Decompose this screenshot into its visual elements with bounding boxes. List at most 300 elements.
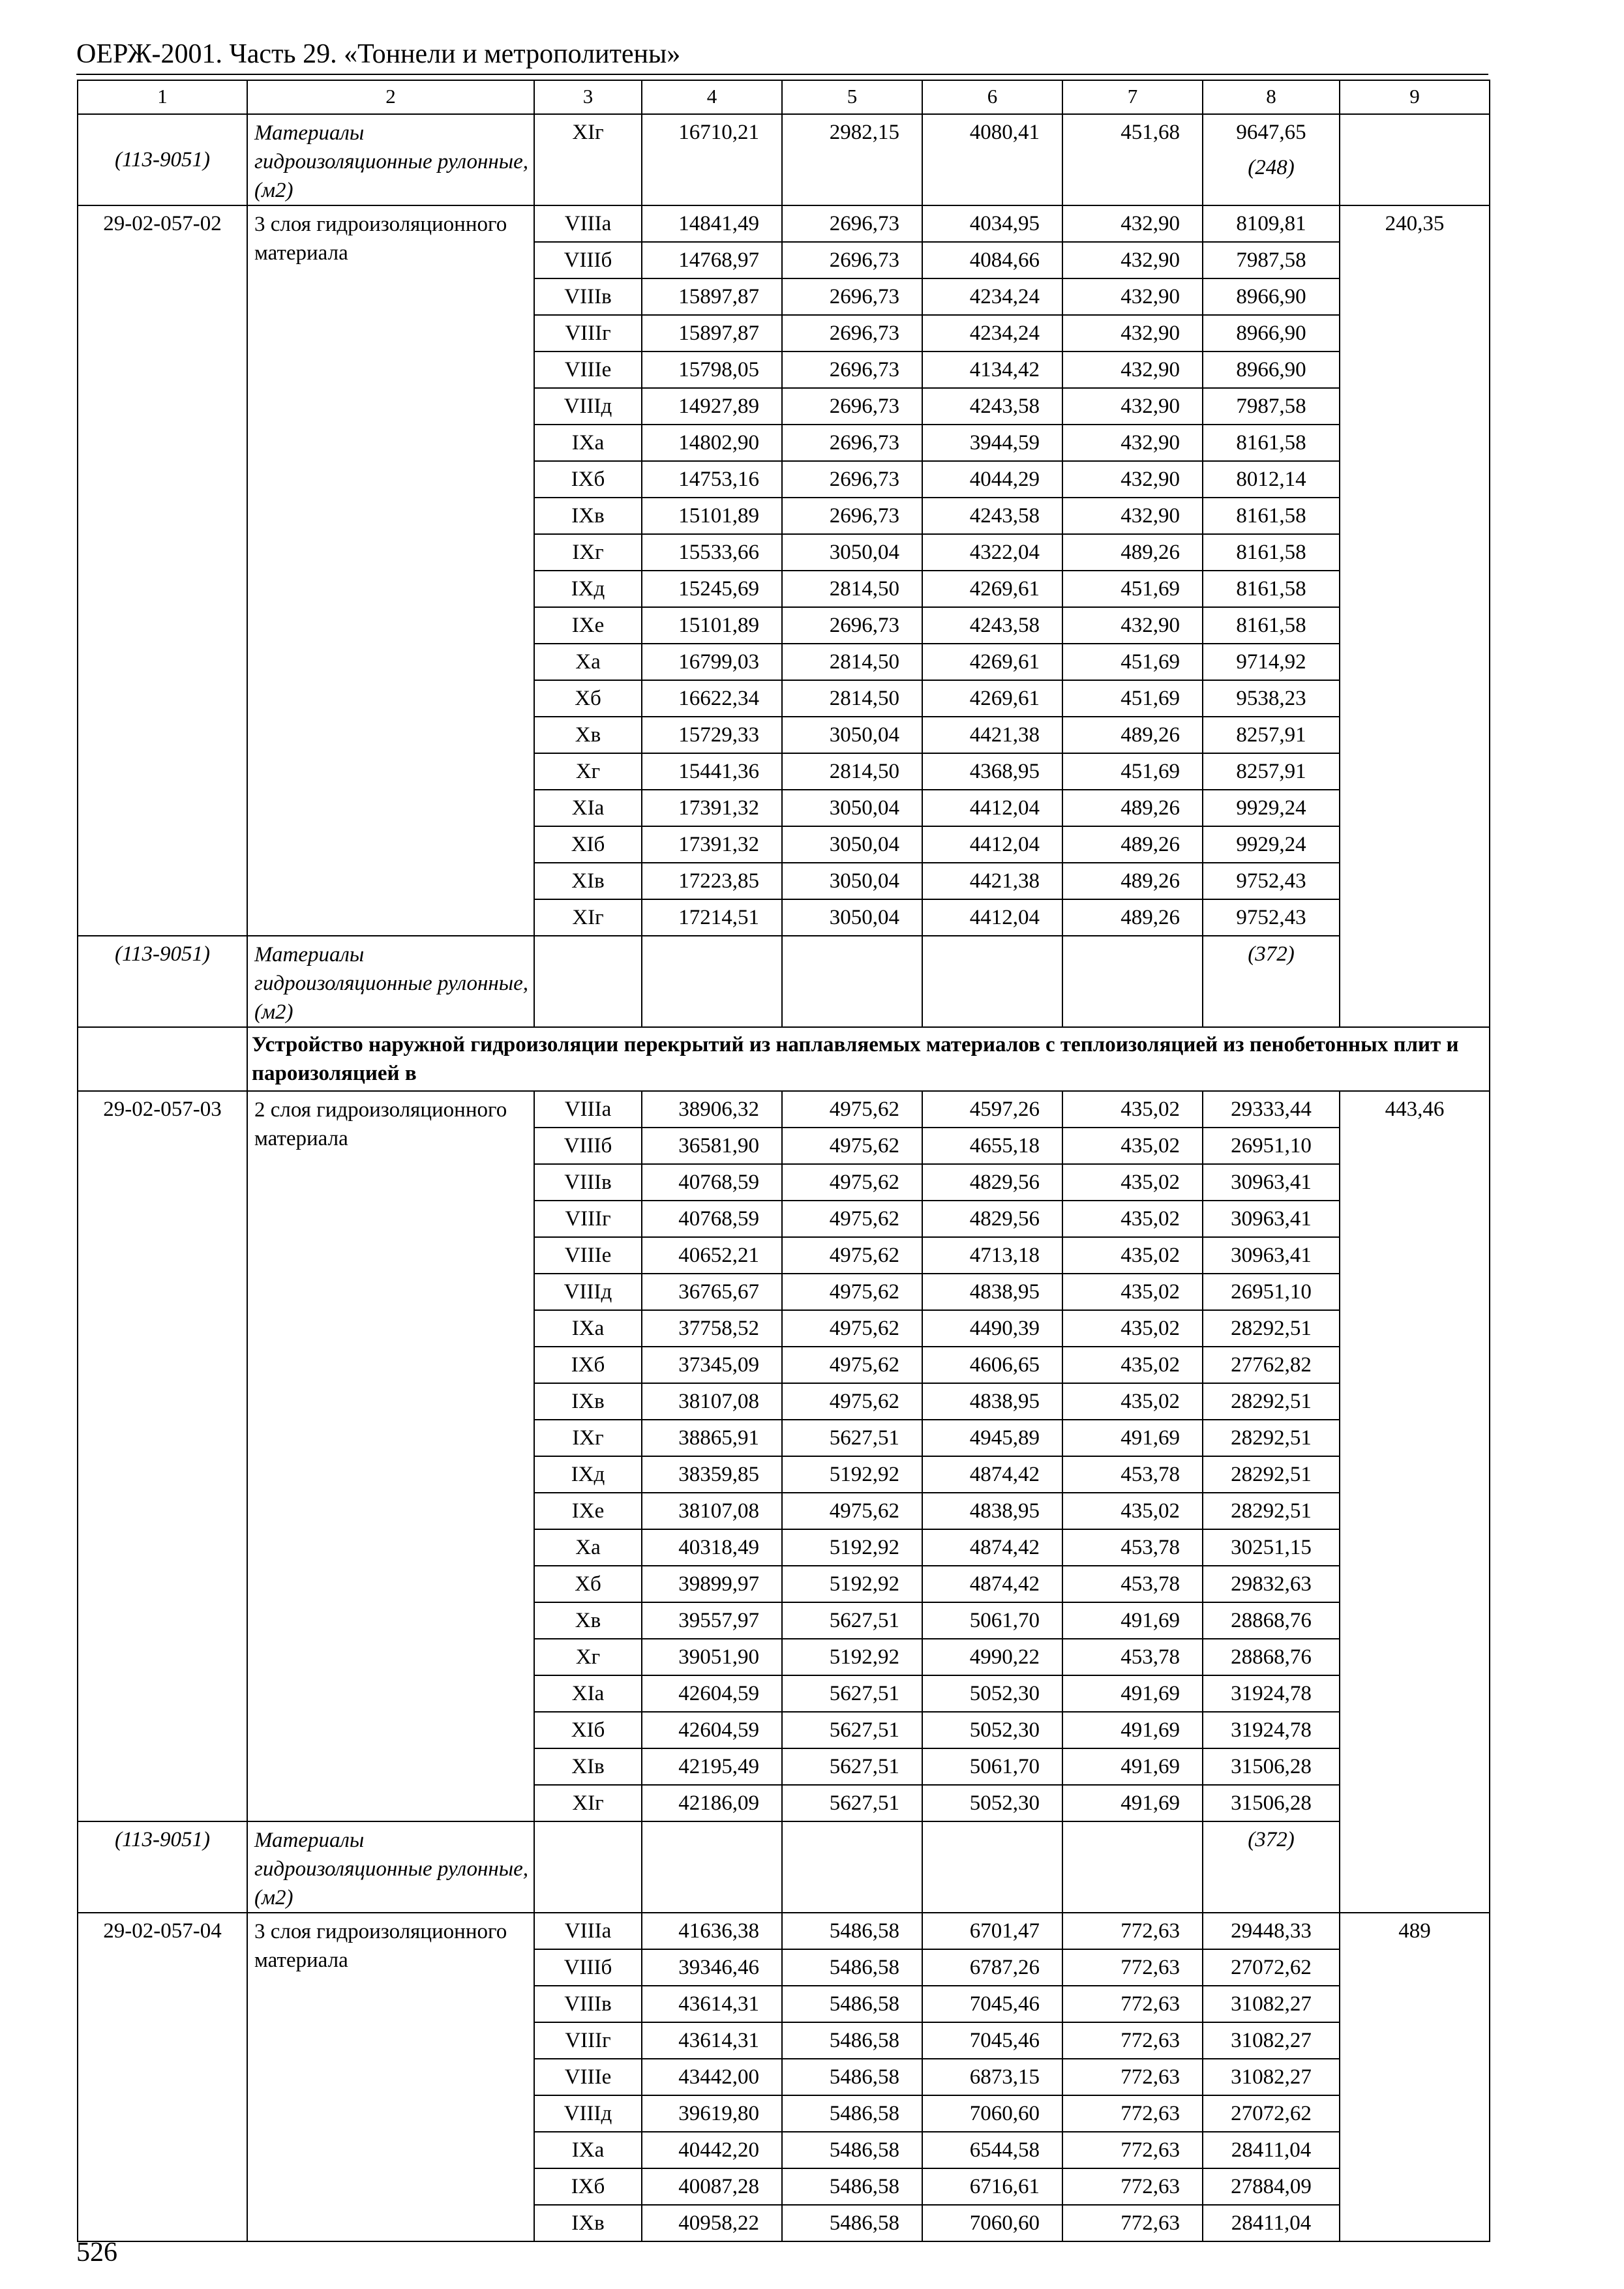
value-cell: 491,69 [1062,1420,1203,1456]
value-cell: 5627,51 [782,1748,922,1785]
value-cell: 432,90 [1062,388,1203,425]
value-cell: 491,69 [1062,1602,1203,1639]
zone-cell: Xб [534,680,642,717]
value-cell: 772,63 [1062,2168,1203,2205]
value-cell: 5486,58 [782,2059,922,2095]
value-cell: 30963,41 [1203,1201,1340,1237]
value-cell: 15798,05 [642,352,782,388]
value-cell: 36581,90 [642,1128,782,1164]
value-cell: 9752,43 [1203,899,1340,936]
zone-cell: IXа [534,2132,642,2168]
value-cell: 40652,21 [642,1237,782,1274]
value-cell: 15245,69 [642,571,782,607]
value-cell: 2696,73 [782,352,922,388]
value-cell: 4234,24 [922,315,1062,352]
empty-cell [922,1821,1062,1913]
zone-cell: VIIIв [534,278,642,315]
value-cell: 4412,04 [922,826,1062,863]
zone-cell: Xа [534,644,642,680]
zone-cell: IXб [534,1347,642,1383]
zone-cell: IXб [534,461,642,498]
value-cell: 6716,61 [922,2168,1062,2205]
empty-cell [642,1821,782,1913]
value-cell: 3050,04 [782,826,922,863]
value-cell: 28868,76 [1203,1602,1340,1639]
value-cell: 451,69 [1062,680,1203,717]
material-row [78,936,1490,1027]
value-cell: 4975,62 [782,1128,922,1164]
value-cell: 8161,58 [1203,534,1340,571]
value-cell: 39557,97 [642,1602,782,1639]
value-cell: 7060,60 [922,2205,1062,2241]
empty-cell [922,936,1062,1027]
value-cell: 432,90 [1062,352,1203,388]
value-cell: 28292,51 [1203,1493,1340,1529]
section-row [78,1027,1490,1091]
material-amount: (372) [1203,1821,1340,1913]
value-cell: 5486,58 [782,2132,922,2168]
value-cell: 8161,58 [1203,425,1340,461]
value-cell: 30251,15 [1203,1529,1340,1566]
value-cell: 16622,34 [642,680,782,717]
value-cell: 31506,28 [1203,1748,1340,1785]
value-cell: 451,68 [1062,114,1203,205]
value-cell: 15897,87 [642,315,782,352]
column-number: 8 [1203,80,1340,114]
value-cell: 4421,38 [922,863,1062,899]
value-cell: 432,90 [1062,498,1203,534]
value-cell: 9714,92 [1203,644,1340,680]
column-number: 9 [1340,80,1490,114]
value-cell: 451,69 [1062,644,1203,680]
value-cell: 40318,49 [642,1529,782,1566]
zone-cell: VIIIд [534,1274,642,1310]
value-cell: 30963,41 [1203,1237,1340,1274]
value-cell: 7045,46 [922,1986,1062,2022]
value-cell: 8966,90 [1203,315,1340,352]
value-cell: 435,02 [1062,1128,1203,1164]
value-cell: 491,69 [1062,1748,1203,1785]
item-name: 3 слоя гидроизоляционного материала [247,1913,534,2241]
value-cell: 4655,18 [922,1128,1062,1164]
zone-cell: XIб [534,1712,642,1748]
zone-cell: XIб [534,826,642,863]
material-amount: (248) [1248,156,1295,179]
value-cell: 4269,61 [922,680,1062,717]
table-row [78,205,1490,242]
value-cell: 489,26 [1062,717,1203,753]
value-cell: 5627,51 [782,1785,922,1821]
zone-cell: IXв [534,498,642,534]
value-cell: 2696,73 [782,498,922,534]
zone-cell: IXе [534,607,642,644]
value-cell: 8161,58 [1203,571,1340,607]
value-cell: 27884,09 [1203,2168,1340,2205]
value-cell: 5486,58 [782,2022,922,2059]
empty-cell [78,1027,247,1091]
value-cell: 8109,81 [1203,205,1340,242]
value-cell: 5627,51 [782,1602,922,1639]
value-cell: 31924,78 [1203,1712,1340,1748]
value-cell: 5192,92 [782,1529,922,1566]
value-cell: 4829,56 [922,1164,1062,1201]
material-name: Материалы гидроизоляционные рулонные, (м2) [247,936,534,1027]
value-cell: 2696,73 [782,205,922,242]
value-cell: 5486,58 [782,1949,922,1986]
value-cell: 4975,62 [782,1347,922,1383]
value-cell: 4874,42 [922,1529,1062,1566]
value-cell: 15101,89 [642,498,782,534]
empty-cell [534,1821,642,1913]
value-cell: 4322,04 [922,534,1062,571]
value-cell: 31924,78 [1203,1675,1340,1712]
value-cell: 5052,30 [922,1675,1062,1712]
item-total [1340,114,1490,205]
value-cell: 4874,42 [922,1566,1062,1602]
value-cell: 3050,04 [782,899,922,936]
zone-cell: IXг [534,534,642,571]
item-total: 489 [1340,1913,1490,2241]
column-number: 3 [534,80,642,114]
value-cell: 5486,58 [782,2095,922,2132]
value-cell: 38906,32 [642,1091,782,1128]
zone-cell: XIв [534,863,642,899]
value-cell: 40958,22 [642,2205,782,2241]
material-code: (113-9051) [78,1821,247,1913]
page-number: 526 [76,2237,117,2267]
value-cell: 8257,91 [1203,717,1340,753]
value-cell: 31082,27 [1203,1986,1340,2022]
value-cell: 489,26 [1062,790,1203,826]
value-cell: 28292,51 [1203,1420,1340,1456]
zone-cell: VIIIе [534,1237,642,1274]
value-cell: 772,63 [1062,2132,1203,2168]
value-cell: 3050,04 [782,717,922,753]
value-cell: 2814,50 [782,753,922,790]
value-cell: 4084,66 [922,242,1062,278]
value-cell: 17223,85 [642,863,782,899]
value-cell: 5061,70 [922,1748,1062,1785]
value-cell: 772,63 [1062,2205,1203,2241]
zone-cell: IXв [534,1383,642,1420]
value-cell: 29832,63 [1203,1566,1340,1602]
zone-cell: VIIIг [534,1201,642,1237]
value-cell: 432,90 [1062,607,1203,644]
value-cell: 8161,58 [1203,498,1340,534]
value-cell: 38865,91 [642,1420,782,1456]
zone-cell: VIIIд [534,2095,642,2132]
zone-cell: Xг [534,753,642,790]
zone-cell: VIIIв [534,1986,642,2022]
value-cell: 772,63 [1062,1986,1203,2022]
value-cell: 15897,87 [642,278,782,315]
value-cell: 4243,58 [922,388,1062,425]
column-number: 7 [1062,80,1203,114]
value-cell: 2814,50 [782,644,922,680]
section-title: Устройство наружной гидроизоляции перекрытий из наплавляемых материалов с теплоизоляцией из пенобетонных плит и пароизоляцией в [247,1027,1490,1091]
zone-cell: XIг [534,1785,642,1821]
value-cell: 15729,33 [642,717,782,753]
value-cell: 28411,04 [1203,2205,1340,2241]
value-cell: 40087,28 [642,2168,782,2205]
zone-cell: IXб [534,2168,642,2205]
material-row [78,1821,1490,1913]
value-cell: 8012,14 [1203,461,1340,498]
value-cell: 489,26 [1062,534,1203,571]
value-cell: 435,02 [1062,1201,1203,1237]
value-cell: 5061,70 [922,1602,1062,1639]
value-cell: 2696,73 [782,607,922,644]
value-cell: 28868,76 [1203,1639,1340,1675]
column-number: 2 [247,80,534,114]
value-cell: 14927,89 [642,388,782,425]
value-cell: 16710,21 [642,114,782,205]
value-cell: 4838,95 [922,1383,1062,1420]
value-cell: 4975,62 [782,1201,922,1237]
value-cell: 435,02 [1062,1091,1203,1128]
zone-cell: VIIIе [534,2059,642,2095]
value-cell: 36765,67 [642,1274,782,1310]
value-cell: 4975,62 [782,1274,922,1310]
value-cell: 4838,95 [922,1493,1062,1529]
value-cell: 6787,26 [922,1949,1062,1986]
value-cell: 2814,50 [782,571,922,607]
value-cell: 17391,32 [642,826,782,863]
value-cell: 432,90 [1062,278,1203,315]
value-cell: 435,02 [1062,1310,1203,1347]
value-cell: 9929,24 [1203,790,1340,826]
value-cell: 2696,73 [782,315,922,352]
zone-cell: IXд [534,571,642,607]
value-cell: 8161,58 [1203,607,1340,644]
value-cell: 31082,27 [1203,2022,1340,2059]
value-cell: 4490,39 [922,1310,1062,1347]
value-cell: 772,63 [1062,2022,1203,2059]
value-cell: 31506,28 [1203,1785,1340,1821]
value-cell: 28292,51 [1203,1383,1340,1420]
value-cell: 15441,36 [642,753,782,790]
value-cell: 5192,92 [782,1566,922,1602]
material-name: Материалы гидроизоляционные рулонные, (м2) [247,114,534,205]
value-cell: 5486,58 [782,1913,922,1949]
value-cell: 37758,52 [642,1310,782,1347]
value-cell: 39051,90 [642,1639,782,1675]
zone-cell: VIIIв [534,1164,642,1201]
value-cell: 8966,90 [1203,352,1340,388]
value-cell: 491,69 [1062,1675,1203,1712]
value-cell: 39899,97 [642,1566,782,1602]
value-cell: 38107,08 [642,1383,782,1420]
column-number: 5 [782,80,922,114]
value-cell: 37345,09 [642,1347,782,1383]
value-cell: 5627,51 [782,1420,922,1456]
zone-cell: IXг [534,1420,642,1456]
item-name: 2 слоя гидроизоляционного материала [247,1091,534,1821]
value-cell: 40442,20 [642,2132,782,2168]
value-cell: 43614,31 [642,1986,782,2022]
value-cell: 489,26 [1062,899,1203,936]
value-cell: 4975,62 [782,1164,922,1201]
value-cell: 491,69 [1062,1785,1203,1821]
zone-cell: Xа [534,1529,642,1566]
zone-cell: IXа [534,425,642,461]
value-cell: 453,78 [1062,1566,1203,1602]
value-cell: 4829,56 [922,1201,1062,1237]
value-cell: 4713,18 [922,1237,1062,1274]
value-cell: 31082,27 [1203,2059,1340,2095]
value-cell: 3944,59 [922,425,1062,461]
item-total: 443,46 [1340,1091,1490,1913]
zone-cell: VIIIа [534,205,642,242]
value-cell: 5052,30 [922,1712,1062,1748]
value-cell: 5627,51 [782,1712,922,1748]
value-cell: 7987,58 [1203,388,1340,425]
value-cell: 5192,92 [782,1456,922,1493]
value-cell: 772,63 [1062,1913,1203,1949]
value-cell: 4243,58 [922,498,1062,534]
value-cell: 14802,90 [642,425,782,461]
value-cell: 16799,03 [642,644,782,680]
value-cell: 435,02 [1062,1274,1203,1310]
value-cell: 29333,44 [1203,1091,1340,1128]
value-cell: 451,69 [1062,571,1203,607]
material-code: (113-9051) [78,936,247,1027]
item-name: 3 слоя гидроизоляционного материала [247,205,534,936]
value-cell: 4597,26 [922,1091,1062,1128]
value-cell [1203,114,1340,205]
empty-cell [782,1821,922,1913]
value-cell: 43442,00 [642,2059,782,2095]
value-cell: 42604,59 [642,1712,782,1748]
zone-cell: VIIIе [534,352,642,388]
value-cell: 14768,97 [642,242,782,278]
value-cell: 3050,04 [782,790,922,826]
value-cell: 2696,73 [782,425,922,461]
value-cell: 4080,41 [922,114,1062,205]
item-code: 29-02-057-03 [78,1091,247,1821]
value-cell: 7045,46 [922,2022,1062,2059]
value-cell: 39346,46 [642,1949,782,1986]
column-number: 1 [78,80,247,114]
value-cell: 435,02 [1062,1347,1203,1383]
value-cell: 38359,85 [642,1456,782,1493]
zone-cell: XIг [534,899,642,936]
table-row [78,1091,1490,1128]
value-cell: 40768,59 [642,1164,782,1201]
value-cell: 432,90 [1062,461,1203,498]
zone-cell: VIIIб [534,1128,642,1164]
value-cell: 435,02 [1062,1383,1203,1420]
value-cell: 489,26 [1062,826,1203,863]
value-cell: 5052,30 [922,1785,1062,1821]
value-cell: 4990,22 [922,1639,1062,1675]
value-cell: 4838,95 [922,1274,1062,1310]
zone-cell: VIIIг [534,2022,642,2059]
value-cell: 435,02 [1062,1164,1203,1201]
value-cell: 489,26 [1062,863,1203,899]
value-cell: 4044,29 [922,461,1062,498]
zone-cell: IXв [534,2205,642,2241]
zone-cell: XIа [534,1675,642,1712]
value-cell: 5486,58 [782,2205,922,2241]
price-table [77,80,1490,2242]
value-cell: 6701,47 [922,1913,1062,1949]
value-cell: 14841,49 [642,205,782,242]
value-cell: 4606,65 [922,1347,1062,1383]
value-cell: 7060,60 [922,2095,1062,2132]
value-cell: 6544,58 [922,2132,1062,2168]
zone-cell: VIIIг [534,315,642,352]
page-header: ОЕРЖ-2001. Часть 29. «Тоннели и метрополитены» [76,39,681,69]
zone-cell: Xг [534,1639,642,1675]
value-cell: 41636,38 [642,1913,782,1949]
value-cell: 15101,89 [642,607,782,644]
zone-cell: IXд [534,1456,642,1493]
header-rule [76,74,1488,75]
value-cell: 26951,10 [1203,1128,1340,1164]
value-cell: 42604,59 [642,1675,782,1712]
value-cell: 28411,04 [1203,2132,1340,2168]
value-cell: 4975,62 [782,1310,922,1347]
value-cell: 6873,15 [922,2059,1062,2095]
value-cell: 432,90 [1062,425,1203,461]
empty-cell [1062,936,1203,1027]
value-cell: 9538,23 [1203,680,1340,717]
value-cell: 4234,24 [922,278,1062,315]
value-cell: 8257,91 [1203,753,1340,790]
value-cell: 9929,24 [1203,826,1340,863]
value-cell: 8966,90 [1203,278,1340,315]
value-cell: 2982,15 [782,114,922,205]
column-number: 4 [642,80,782,114]
value-cell: 29448,33 [1203,1913,1340,1949]
value-cell: 5486,58 [782,1986,922,2022]
zone-cell: IXа [534,1310,642,1347]
item-total: 240,35 [1340,205,1490,1027]
value-cell: 4368,95 [922,753,1062,790]
value-cell: 432,90 [1062,205,1203,242]
zone-cell: XIв [534,1748,642,1785]
value-cell: 4412,04 [922,899,1062,936]
value-cell: 4975,62 [782,1091,922,1128]
zone-cell: VIIIа [534,1913,642,1949]
value-cell: 432,90 [1062,315,1203,352]
value-cell: 5486,58 [782,2168,922,2205]
empty-cell [642,936,782,1027]
value-cell: 4975,62 [782,1383,922,1420]
value-cell: 43614,31 [642,2022,782,2059]
value-cell: 4034,95 [922,205,1062,242]
value-cell: 453,78 [1062,1639,1203,1675]
value-cell: 9752,43 [1203,863,1340,899]
zone-cell: VIIIб [534,1949,642,1986]
item-code: 29-02-057-04 [78,1913,247,2241]
value-cell: 2696,73 [782,388,922,425]
value-cell: 4269,61 [922,571,1062,607]
value-cell: 30963,41 [1203,1164,1340,1201]
value-cell: 4243,58 [922,607,1062,644]
value-cell: 491,69 [1062,1712,1203,1748]
value-cell: 26951,10 [1203,1274,1340,1310]
value-cell: 14753,16 [642,461,782,498]
value-cell: 4874,42 [922,1456,1062,1493]
value-cell: 3050,04 [782,863,922,899]
item-code: 29-02-057-02 [78,205,247,936]
zone-cell: VIIIб [534,242,642,278]
zone-cell: Xб [534,1566,642,1602]
value-cell: 4412,04 [922,790,1062,826]
table-body [78,80,1490,2241]
